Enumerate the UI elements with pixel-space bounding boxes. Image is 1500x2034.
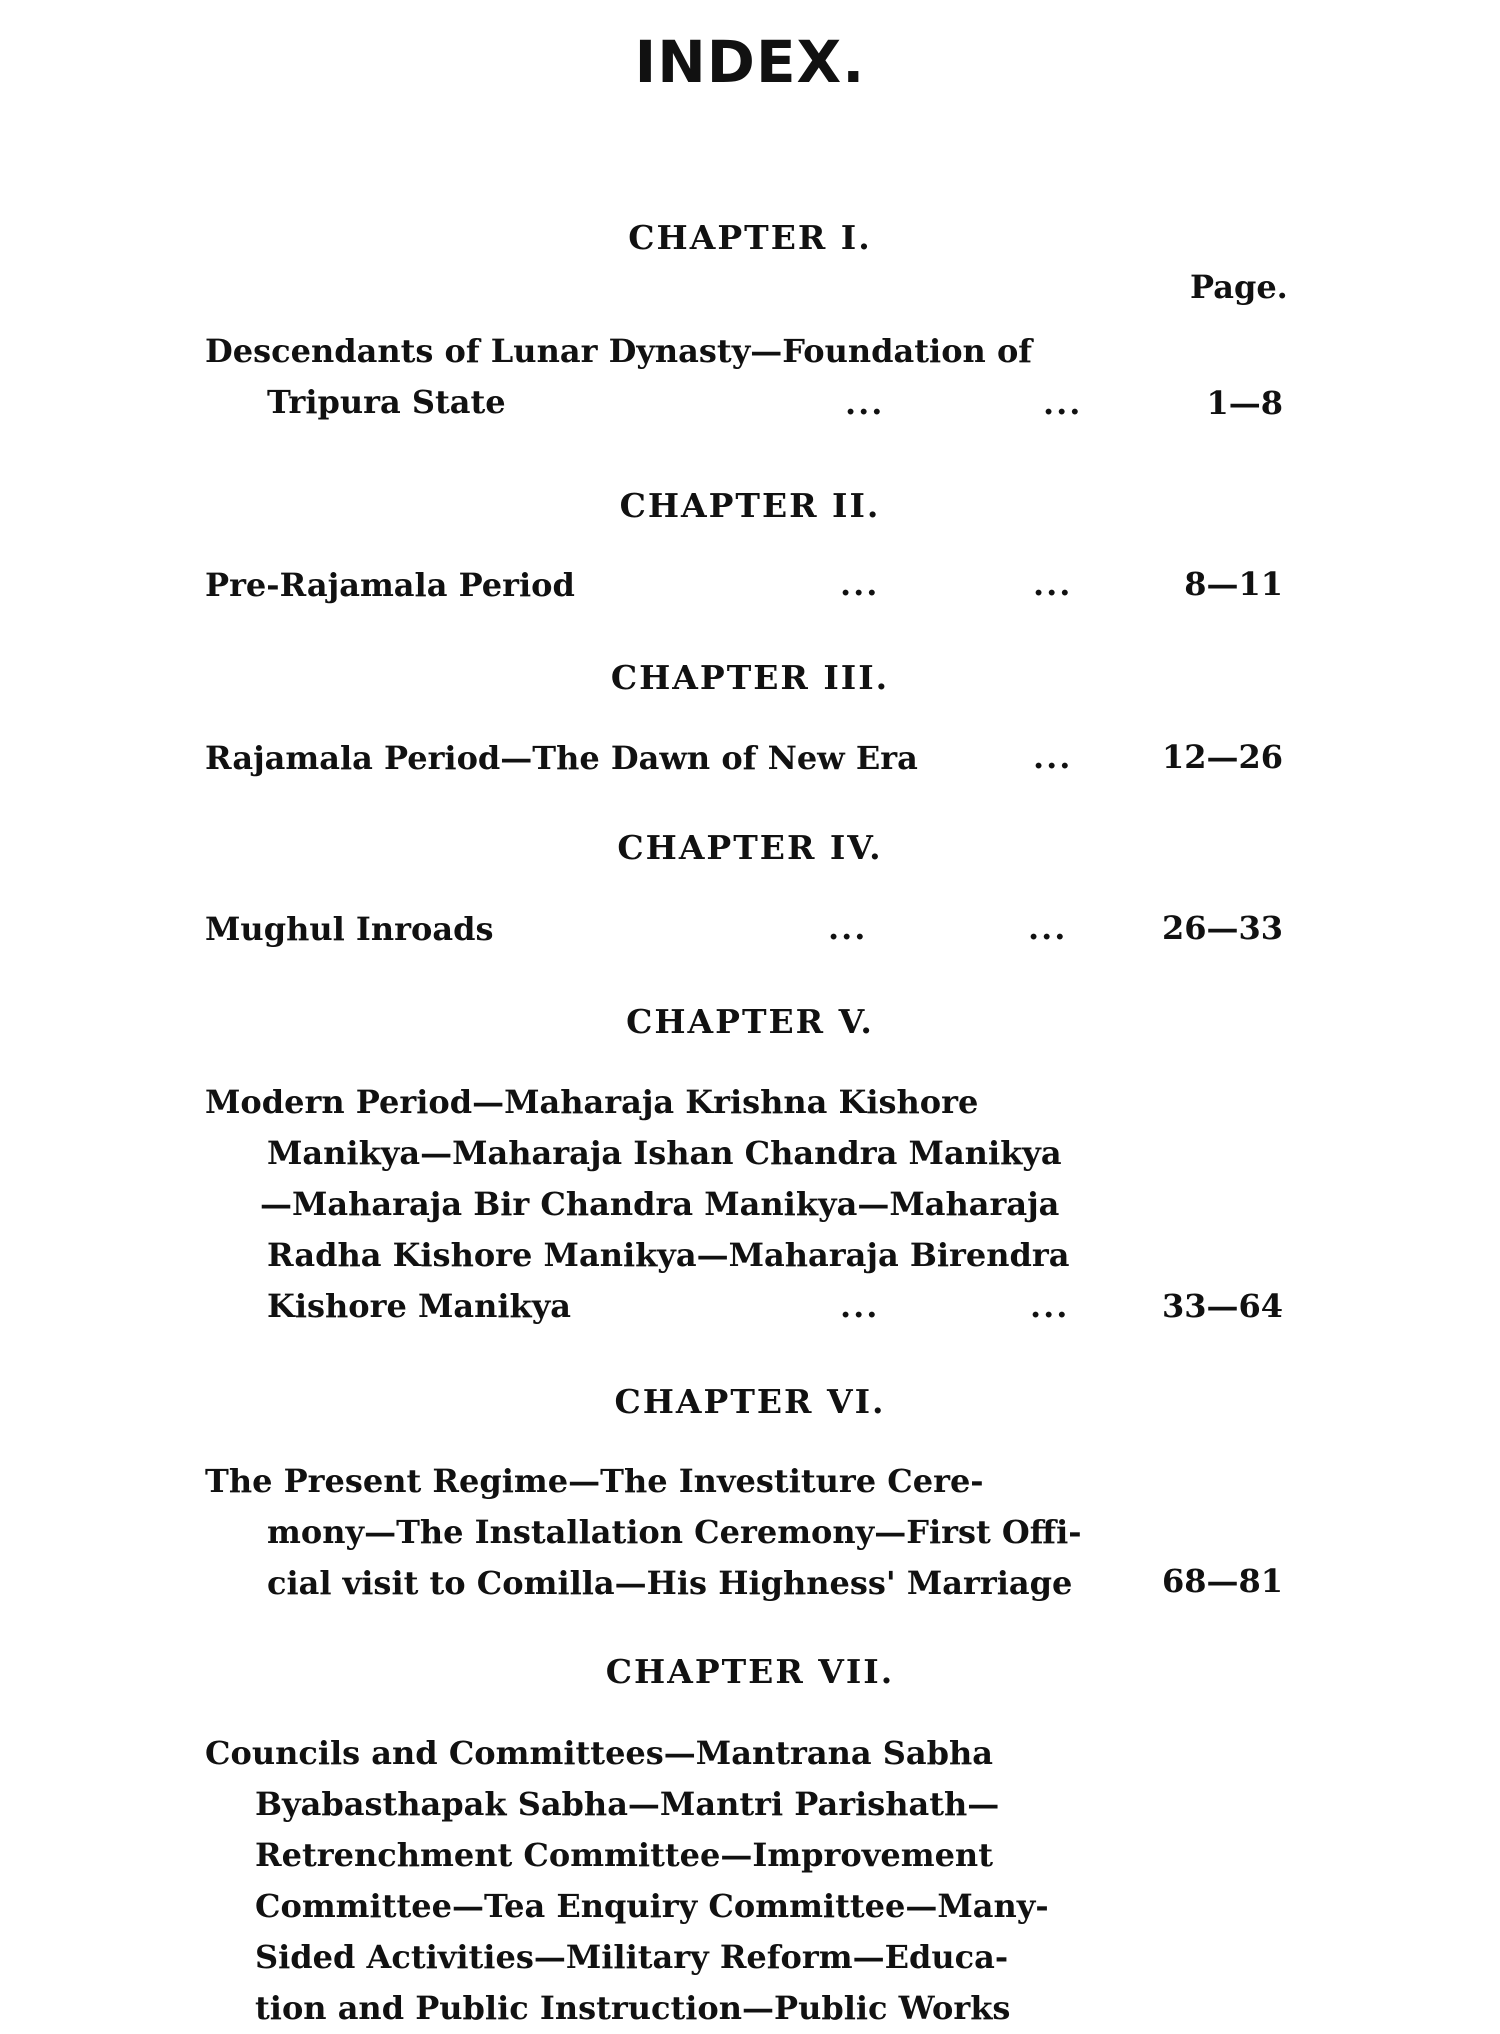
entry-line: Radha Kishore Manikya—Maharaja Birendra <box>267 1236 1070 1274</box>
leader-dots: ... <box>1033 565 1073 603</box>
chapter-heading-4: CHAPTER IV. <box>617 828 883 867</box>
entry-line: Tripura State <box>267 383 506 421</box>
entry-line: Pre-Rajamala Period <box>205 566 575 604</box>
chapter-heading-7: CHAPTER VII. <box>605 1652 895 1691</box>
chapter-heading-2: CHAPTER II. <box>619 486 881 525</box>
entry-line: cial visit to Comilla—His Highness' Marriage <box>267 1564 1073 1602</box>
entry-line: Descendants of Lunar Dynasty—Foundation of <box>205 332 1033 370</box>
leader-dots: ... <box>828 909 868 947</box>
leader-dots: ... <box>1033 738 1073 776</box>
page-range-6: 68—81 <box>1161 1562 1283 1600</box>
entry-line: Mughul Inroads <box>205 910 494 948</box>
page-range-3: 12—26 <box>1161 738 1283 776</box>
page-range-1: 1—8 <box>1206 384 1283 422</box>
entry-line: Byabasthapak Sabha—Mantri Parishath— <box>255 1785 1000 1823</box>
chapter-entry-7 <box>205 1728 1070 2034</box>
chapter-entry-2 <box>205 560 1075 611</box>
entry-line: —Maharaja Bir Chandra Manikya—Maharaja <box>260 1185 1060 1223</box>
entry-line: Retrenchment Committee—Improvement <box>255 1836 993 1874</box>
page-range-5: 33—64 <box>1161 1287 1283 1325</box>
leader-dots: ... <box>840 1287 880 1325</box>
leader-dots: ... <box>1043 384 1083 422</box>
chapter-entry-4 <box>205 904 1075 955</box>
chapter-entry-3 <box>205 733 1075 784</box>
entry-line: Manikya—Maharaja Ishan Chandra Manikya <box>267 1134 1062 1172</box>
entry-line: Rajamala Period—The Dawn of New Era <box>205 739 918 777</box>
page-column-label: Page. <box>1190 268 1288 306</box>
chapter-entry-6 <box>205 1456 1082 1609</box>
entry-line: tion and Public Instruction—Public Works <box>255 1989 1011 2027</box>
leader-dots: ... <box>840 565 880 603</box>
leader-dots: ... <box>845 384 885 422</box>
chapter-heading-5: CHAPTER V. <box>626 1002 874 1041</box>
entry-line: mony—The Installation Ceremony—First Offi- <box>267 1513 1082 1551</box>
chapter-entry-5 <box>205 1077 1070 1332</box>
entry-line: Sided Activities—Military Reform—Educa- <box>255 1938 1009 1976</box>
page-range-2: 8—11 <box>1184 565 1283 603</box>
chapter-entry-1 <box>205 326 1083 428</box>
entry-line: Committee—Tea Enquiry Committee—Many- <box>255 1887 1049 1925</box>
entry-line: The Present Regime—The Investiture Cere- <box>205 1462 984 1500</box>
entry-line: Kishore Manikya <box>267 1287 572 1325</box>
page-range-4: 26—33 <box>1161 909 1283 947</box>
chapter-heading-6: CHAPTER VI. <box>614 1382 886 1421</box>
chapter-heading-3: CHAPTER III. <box>610 658 890 697</box>
entry-line: Councils and Committees—Mantrana Sabha <box>205 1734 993 1772</box>
entry-line: Modern Period—Maharaja Krishna Kishore <box>205 1083 979 1121</box>
chapter-heading-1: CHAPTER I. <box>628 218 872 257</box>
page-title: INDEX. <box>634 28 866 96</box>
leader-dots: ... <box>1030 1287 1070 1325</box>
leader-dots: ... <box>1028 909 1068 947</box>
